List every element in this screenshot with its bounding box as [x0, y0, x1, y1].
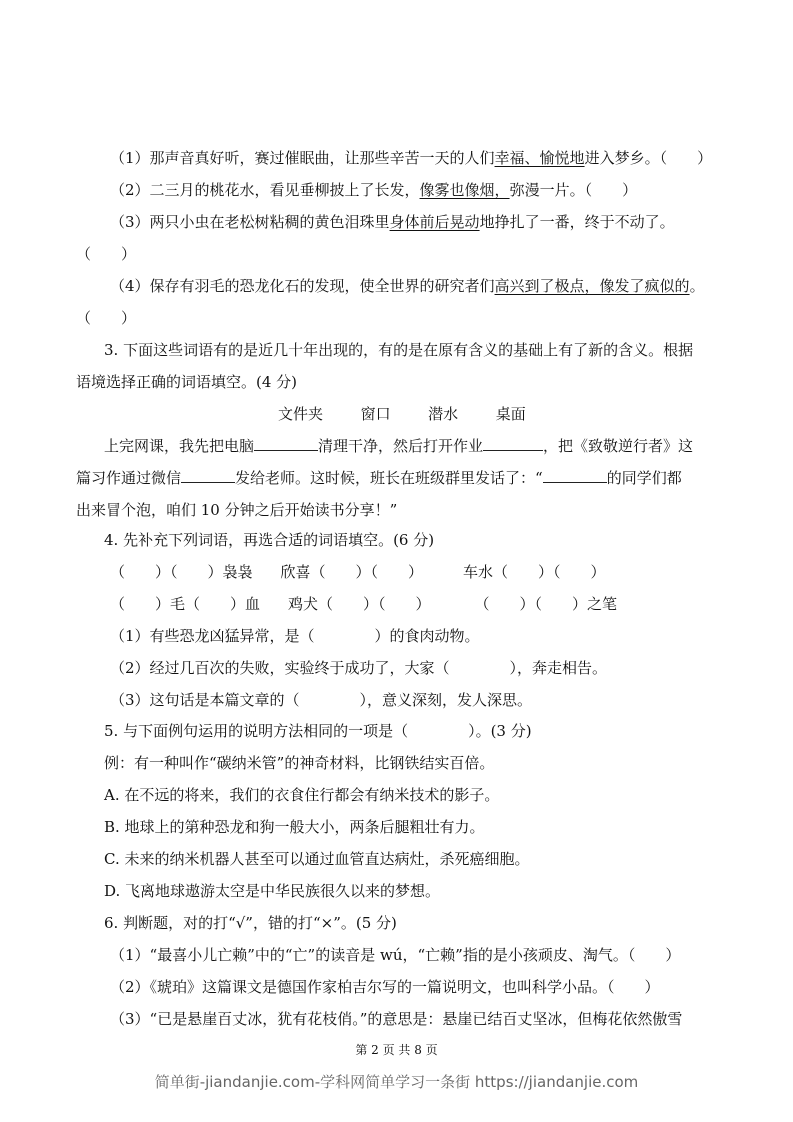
q2-item-2: （2）二三月的桃花水，看见垂柳披上了长发，像雾也像烟，弥漫一片。（ ） [110, 181, 638, 199]
q3-title: 3. 下面这些词语有的是近几十年出现的，有的是在原有含义的基础上有了新的含义。根据 [104, 341, 694, 359]
q6-item-3: （3）“已是悬崖百丈冰，犹有花枝俏。”的意思是：悬崖已结百丈坚冰，但梅花依然傲雪 [110, 1010, 683, 1028]
q3-word-bank [278, 404, 526, 424]
q3-passage-line-1: 上完网课，我先把电脑 清理干净，然后打开作业 ，把《致敬逆行者》这 [104, 437, 694, 455]
q4-item-1: （1）有些恐龙凶猛异常，是（ ）的食肉动物。 [110, 627, 480, 645]
q3-passage-line-3: 出来冒个泡，咱们 10 分钟之后开始读书分享！” [76, 501, 398, 519]
fill-blank-2[interactable] [483, 436, 543, 451]
q2-item-1: （1）那声音真好听，赛过催眠曲，让那些辛苦一天的人们幸福、愉悦地进入梦乡。（ ） [110, 149, 713, 167]
q6-item-1: （1）“最喜小儿亡赖”中的“亡”的读音是 wú，“亡赖”指的是小孩顽皮、淘气。（ ） [110, 946, 681, 964]
q5-option-d: D. 飞离地球遨游太空是中华民族很久以来的梦想。 [104, 882, 441, 900]
word-4: 桌面 [495, 405, 526, 423]
q6-title: 6. 判断题，对的打“√”，错的打“×”。(5 分) [104, 914, 397, 932]
q5-example: 例：有一种叫作“碳纳米管”的神奇材料，比钢铁结实百倍。 [104, 754, 495, 772]
q2-item-4: （4）保存有羽毛的恐龙化石的发现，使全世界的研究者们高兴到了极点，像发了疯似的。 [110, 277, 705, 295]
q4-item-3: （3）这句话是本篇文章的（ ），意义深刻，发人深思。 [110, 691, 533, 709]
fill-blank-3[interactable] [181, 468, 235, 483]
q4-word-row-1: （ ）（ ）袅袅 欣喜（ ）（ ） 车水（ ）（ ） [110, 563, 606, 581]
q5-title: 5. 与下面例句运用的说明方法相同的一项是（ ）。(3 分) [104, 722, 532, 740]
q4-title: 4. 先补充下列词语，再选合适的词语填空。(6 分) [104, 531, 435, 549]
q5-option-a: A. 在不远的将来，我们的衣食住行都会有纳米技术的影子。 [104, 786, 500, 804]
q2-item-3: （3）两只小虫在老松树粘稠的黄色泪珠里身体前后晃动地挣扎了一番，终于不动了。 [110, 213, 675, 231]
word-2: 窗口 [360, 405, 391, 423]
q4-word-row-2: （ ）毛（ ）血 鸡犬（ ）（ ） （ ）（ ）之笔 [110, 595, 618, 613]
q4-item-2: （2）经过几百次的失败，实验终于成功了，大家（ ），奔走相告。 [110, 659, 608, 677]
fill-blank-4[interactable] [543, 468, 607, 483]
watermark-text: 简单街-jiandanjie.com-学科网简单学习一条街 https://jiandanjie.com [154, 1073, 639, 1091]
q2-item-4-paren: （ ） [76, 309, 137, 327]
q6-item-2: （2）《琥珀》这篇课文是德国作家柏吉尔写的一篇说明文，也叫科学小品。（ ） [110, 978, 660, 996]
fill-blank-1[interactable] [254, 436, 318, 451]
q5-option-b: B. 地球上的第种恐龙和狗一般大小，两条后腿粗壮有力。 [104, 818, 485, 836]
word-1: 文件夹 [278, 405, 324, 423]
q3-title-cont: 语境选择正确的词语填空。(4 分) [76, 373, 298, 391]
page-number: 第 2 页 共 8 页 [355, 1043, 438, 1057]
word-3: 潜水 [428, 405, 459, 423]
q3-passage-line-2: 篇习作通过微信 发给老师。这时候，班长在班级群里发话了：“ 的同学们都 [76, 469, 682, 487]
q5-option-c: C. 未来的纳米机器人甚至可以通过血管直达病灶，杀死癌细胞。 [104, 850, 530, 868]
q2-item-3-paren: （ ） [76, 245, 137, 263]
